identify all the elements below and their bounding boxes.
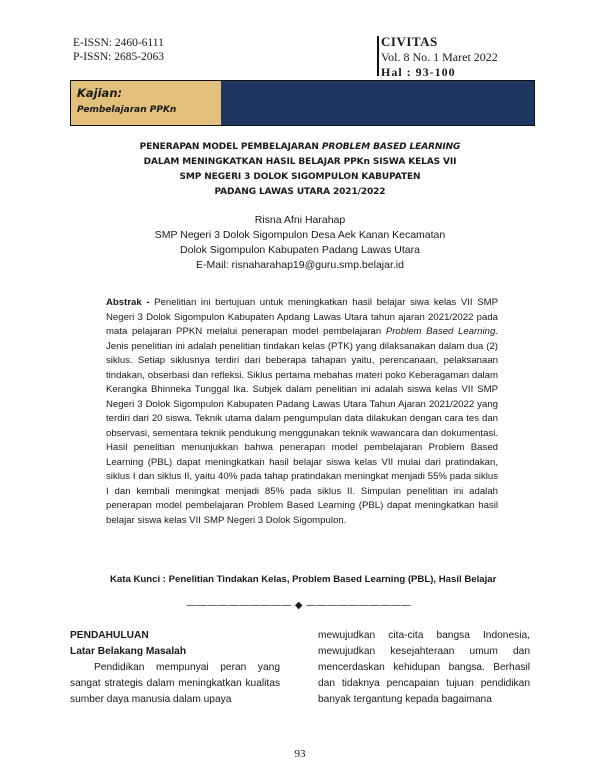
author-email[interactable]: E-Mail: risnaharahap19@guru.smp.belajar.id (196, 259, 404, 271)
author-block (70, 213, 530, 273)
banner-navy-block (221, 81, 534, 125)
kajian-label: Kajian: (77, 86, 123, 100)
keywords: Kata Kunci : Penelitian Tindakan Kelas, Problem Based Learning (PBL), Hasil Belajar (110, 574, 497, 585)
abstract-label: Abstrak - (106, 297, 150, 308)
abstract (106, 296, 498, 528)
pissn: P-ISSN: 2685-2063 (73, 51, 165, 63)
title-line-1: PENERAPAN MODEL PEMBELAJARAN PROBLEM BASED LEARNING (139, 142, 461, 152)
title-italic: PROBLEM BASED LEARNING (321, 142, 461, 152)
title-line-4: PADANG LAWAS UTARA 2021/2022 (214, 187, 386, 197)
title-line-3: SMP NEGERI 3 DOLOK SIGOMPULON KABUPATEN (179, 172, 421, 182)
article-title (70, 140, 530, 200)
title-line-2: DALAM MENINGKATKAN HASIL BELAJAR PPKn SISWA KELAS VII (143, 157, 457, 167)
right-column (318, 628, 530, 708)
page-number: 93 (294, 748, 306, 760)
author-affiliation-1: SMP Negeri 3 Dolok Sigompulon Desa Aek Kanan Kecamatan (154, 229, 446, 241)
section-heading: PENDAHULUAN (70, 630, 149, 641)
abstract-text-b: . Jenis penelitian ini adalah penelitian tindakan kelas (PTK) yang dilaksanakan dalam dua (2) siklus. Setiap siklusnya terdiri dari beberapa tahapan yaitu, perencanaan, pelaksanaan tindakan, obserbasi dan refleksi. Siklus pertama mebahas materi poko Keberagaman dalam Kerangka Bhinneka Tunggal Ika. Subjek dalam penelitian ini adalah siswa kelas VII SMP Negeri 3 Dolok Sigompulon Kabupaten Padang Lawas Utara Tahun Ajaran 2021/2022 yang terdiri dari 20 siswa. Teknik utama dalam pengumpulan data dilakukan dengan cara tes dan observasi, sementara teknik pendukung menggunakan teknik wawancara dan dokumentasi. Hasil penelitian menunjukkan bahwa penerapan model pembelajaran Problem Based Learning (PBL) dapat meningkatkan hasil belajar siswa kelas VII mulai dari pratindakan, siklus I dan siklus II, yaitu 40% pada tahap pratindakan meningkat menjadi 55% pada siklus I dan kembali meningkat menjadi 85% pada siklus II. Simpulan penelitian ini adalah penerapan model pembelajaran Problem Based Learning (PBL) dapat meningkatkan hasil belajar siswa kelas VII SMP Negeri 3 Dolok Sigompulon. (106, 326, 498, 526)
kajian-topic: Pembelajaran PPKn (77, 105, 177, 115)
journal-block (381, 34, 498, 80)
eissn: E-ISSN: 2460-6111 (73, 37, 164, 49)
author-name: Risna Afni Harahap (254, 214, 346, 226)
journal-volume: Vol. 8 No. 1 Maret 2022 (381, 50, 498, 64)
kajian-label-box (71, 81, 221, 125)
journal-pages: Hal : 93-100 (381, 65, 456, 79)
right-paragraph: mewujudkan cita-cita bangsa Indonesia, mewujudkan kesejahteraan umum dan mencerdaskan kehidupan bangsa. Berhasil dan tidaknya pencapaian tujuan pendidikan banyak tergantung kepada bagaimana (318, 630, 530, 705)
abstract-text-italic: Problem Based Learning (385, 326, 496, 337)
journal-divider-line (377, 36, 379, 76)
left-column (70, 628, 280, 708)
kajian-banner (70, 80, 535, 126)
issn-block (73, 36, 164, 64)
abstract-text-a: Penelitian ini bertujuan untuk meningkatkan hasil belajar siwa kelas VII SMP Negeri 3 Dolok Sigompulon Kabupaten Apdang Lawas Utara tahun ajaran 2021/2022 pada mata pelajaran PPKN melalui penerapan model pembelajaran (106, 297, 498, 337)
left-paragraph: Pendidikan mempunyai peran yang sangat strategis dalam meningkatkan kualitas sumber daya manusia dalam upaya (70, 662, 280, 705)
subsection-heading: Latar Belakang Masalah (70, 646, 187, 657)
author-affiliation-2: Dolok Sigompulon Kabupaten Padang Lawas Utara (180, 244, 420, 256)
section-divider: —————————— ◆ —————————— (186, 600, 412, 611)
journal-name: CIVITAS (381, 34, 438, 49)
